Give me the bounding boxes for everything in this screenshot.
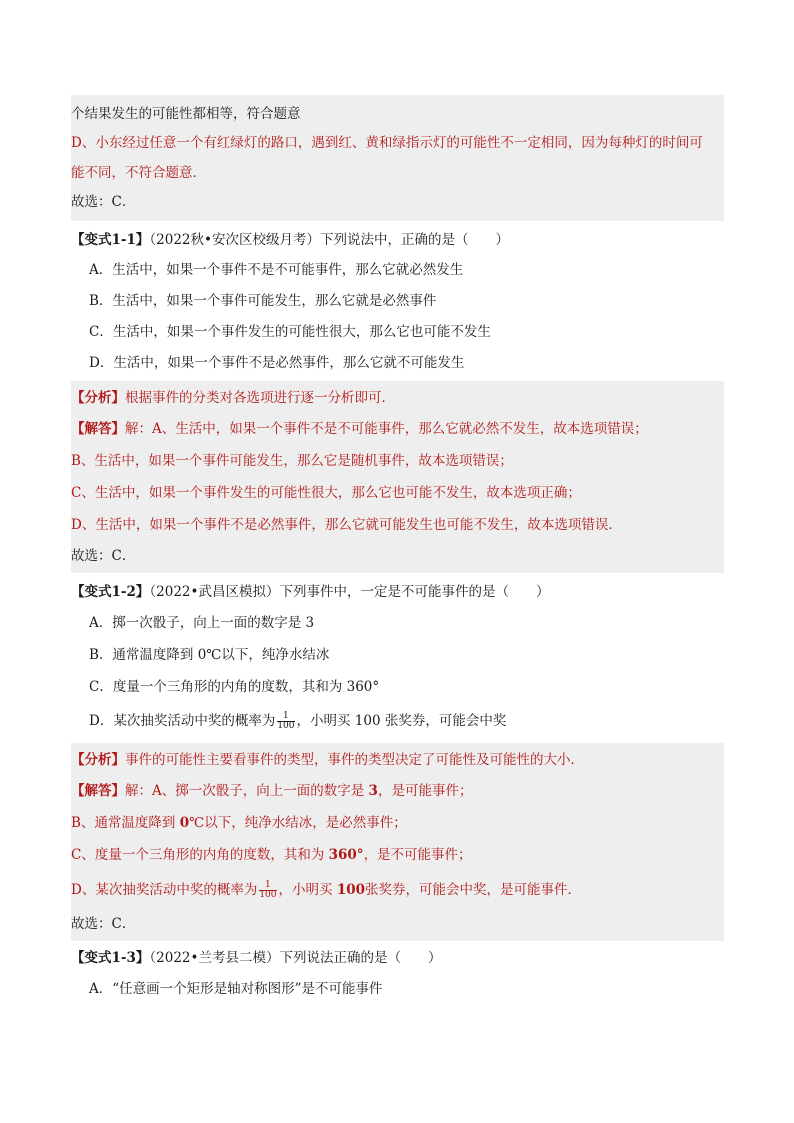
question-text: 下列说法正确的是（ ） (279, 950, 442, 966)
document-page (71, 95, 724, 1005)
solution-text: ，是可能事件； (377, 783, 473, 799)
solution-line (71, 807, 724, 839)
question-stem (71, 943, 724, 973)
solution-line (71, 413, 724, 445)
question-tag: 【变式1-3】 (71, 950, 150, 966)
question-text: 下列说法中，正确的是（ ） (319, 232, 509, 248)
solution-number: 3 (368, 783, 378, 799)
option-b: B．通常温度降到 0℃以下，纯净水结冰 (89, 647, 330, 663)
option-a: A．“任意画一个矩形是轴对称图形”是不可能事件 (89, 981, 383, 997)
previous-solution-block (71, 95, 724, 221)
solution-text: D、某次抽奖活动中奖的概率为 (71, 882, 258, 898)
option-d-text-end: ，小明买 100 张奖券，可能会中奖 (296, 713, 507, 729)
option-a: A．掷一次骰子，向上一面的数字是 3 (89, 615, 315, 631)
solution-line: 能不同，不符合题意． (71, 165, 206, 181)
solution-text: C、度量一个三角形的内角的度数，其和为 (71, 847, 329, 863)
solution-text: 张奖券，可能会中奖，是可能事件． (365, 882, 581, 898)
option-c: C．生活中，如果一个事件发生的可能性很大，那么它也可能不发生 (89, 324, 491, 340)
option-b: B．生活中，如果一个事件可能发生，那么它就是必然事件 (89, 293, 437, 309)
answer-line: 故选：C． (71, 916, 136, 932)
option-d: D．生活中，如果一个事件不是必然事件，那么它就不可能发生 (89, 355, 465, 371)
analysis-block-1-1 (71, 381, 724, 573)
solution-number: 0 (179, 815, 190, 831)
fraction (277, 712, 294, 731)
question-stem (71, 225, 724, 255)
answer-line: 故选：C． (71, 548, 136, 564)
question-source: （2022•武昌区模拟） (149, 584, 280, 600)
question-tag: 【变式1-1】 (71, 232, 150, 248)
question-1-2 (71, 577, 724, 739)
fraction-numerator: 1 (277, 712, 294, 722)
option-a: A．生活中，如果一个事件不是不可能事件，那么它就必然发生 (89, 262, 464, 278)
option-d-text-start: D．某次抽奖活动中奖的概率为 (89, 713, 276, 729)
solution-text: B、通常温度降到 (71, 815, 180, 831)
analysis-block-1-2 (71, 743, 724, 941)
solution-line (71, 775, 724, 807)
solution-line (71, 871, 724, 909)
answer-line: 故选：C． (71, 194, 136, 210)
solution-line: D、小东经过任意一个有红绿灯的路口，遇到红、黄和绿指示灯的可能性不一定相同，因为每种灯的时间可 (71, 135, 703, 151)
fraction-numerator: 1 (259, 881, 276, 891)
analysis-label: 【分析】 (71, 752, 125, 768)
solution-text: ，是不可能事件； (363, 847, 472, 863)
option-c: C．度量一个三角形的内角的度数，其和为 360° (89, 679, 380, 695)
question-tag: 【变式1-2】 (71, 584, 150, 600)
analysis-label: 【分析】 (71, 390, 125, 406)
solution-text: ，小明买 (278, 882, 337, 898)
fraction-denominator: 100 (277, 721, 295, 731)
solution-number: 100 (336, 882, 365, 898)
analysis-text: 根据事件的分类对各选项进行逐一分析即可． (125, 390, 395, 406)
fraction (259, 881, 276, 900)
question-1-1 (71, 225, 724, 379)
option-d (71, 703, 724, 739)
analysis-line (71, 383, 724, 413)
solution-number: 360° (328, 847, 364, 863)
solution-text: ℃以下，纯净水结冰，是必然事件； (189, 815, 407, 831)
solution-line: C、生活中，如果一个事件发生的可能性很大，那么它也可能不发生，故本选项正确； (71, 485, 581, 501)
analysis-line (71, 745, 724, 775)
solution-line: D、生活中，如果一个事件不是必然事件，那么它就可能发生也可能不发生，故本选项错误． (71, 517, 622, 533)
solution-label: 【解答】 (71, 421, 125, 437)
solution-line (71, 839, 724, 871)
analysis-text: 事件的可能性主要看事件的类型，事件的类型决定了可能性及可能性的大小． (125, 752, 584, 768)
question-source: （2022•兰考县二模） (149, 950, 280, 966)
solution-label: 【解答】 (71, 783, 125, 799)
fraction-denominator: 100 (259, 890, 277, 900)
solution-line: 个结果发生的可能性都相等，符合题意 (71, 106, 301, 122)
solution-text: 解：A、掷一次骰子，向上一面的数字是 (125, 783, 369, 799)
question-stem (71, 577, 724, 607)
solution-line: B、生活中，如果一个事件可能发生，那么它是随机事件，故本选项错误； (71, 453, 513, 469)
question-1-3 (71, 943, 724, 1005)
solution-text: 解：A、生活中，如果一个事件不是不可能事件，那么它就必然不发生，故本选项错误； (125, 421, 648, 437)
question-text: 下列事件中，一定是不可能事件的是（ ） (279, 584, 550, 600)
question-source: （2022秋•安次区校级月考） (149, 232, 320, 248)
